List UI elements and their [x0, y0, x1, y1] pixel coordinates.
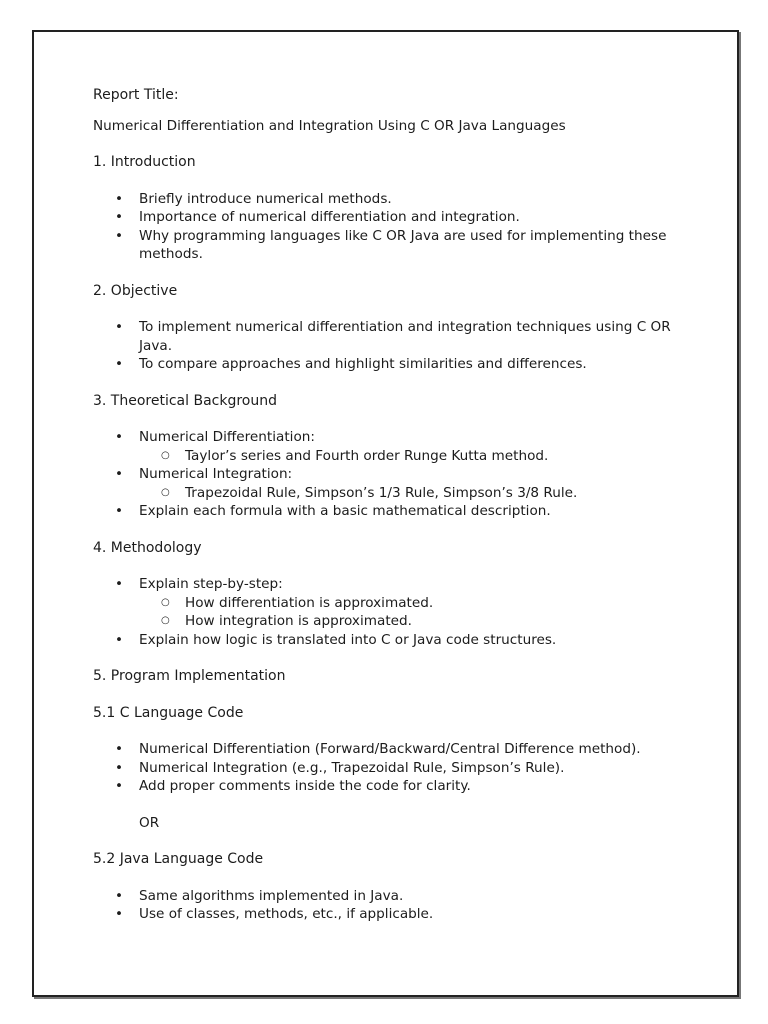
introduction-list	[93, 190, 693, 264]
sub-list	[139, 484, 693, 503]
section-heading-methodology: 4. Methodology	[93, 539, 202, 556]
list-item: • Briefly introduce numerical methods.	[139, 190, 693, 209]
list-item: • Use of classes, methods, etc., if applicable.	[139, 905, 693, 924]
numerical-differentiation-label: Numerical Differentiation:	[139, 429, 315, 445]
list-item	[139, 465, 693, 502]
step-label: Explain step-by-step:	[139, 576, 283, 592]
sub-list-item: ○ How differentiation is approximated.	[185, 594, 693, 613]
c-code-list	[93, 740, 693, 796]
document-body	[93, 86, 693, 924]
list-item: • Numerical Integration (e.g., Trapezoidal Rule, Simpson’s Rule).	[139, 759, 693, 778]
list-item: • Explain how logic is translated into C or Java code structures.	[139, 631, 693, 650]
subsection-heading-java: 5.2 Java Language Code	[93, 851, 264, 867]
section-heading-objective: 2. Objective	[93, 282, 178, 299]
or-text: OR	[139, 814, 160, 831]
section-heading-program: 5. Program Implementation	[93, 668, 286, 684]
list-item: • Numerical Differentiation (Forward/Backward/Central Difference method).	[139, 740, 693, 759]
sub-list-item: ○ Taylor’s series and Fourth order Runge Kutta method.	[185, 447, 693, 466]
list-item: • To compare approaches and highlight similarities and differences.	[139, 355, 693, 374]
theory-list	[93, 428, 693, 521]
list-item: • Same algorithms implemented in Java.	[139, 887, 693, 906]
list-item	[139, 428, 693, 465]
methodology-list	[93, 575, 693, 649]
section-heading-theory: 3. Theoretical Background	[93, 392, 277, 409]
java-code-list	[93, 887, 693, 924]
sub-list-item: ○ How integration is approximated.	[185, 612, 693, 631]
subsection-heading-c: 5.1 C Language Code	[93, 704, 244, 721]
numerical-integration-label: Numerical Integration:	[139, 466, 293, 482]
list-item: • Why programming languages like C OR Java are used for implementing these methods.	[139, 227, 693, 264]
report-title-label: Report Title:	[93, 87, 179, 103]
sub-list	[139, 594, 693, 631]
list-item: • To implement numerical differentiation and integration techniques using C OR Java.	[139, 318, 693, 355]
list-item: • Add proper comments inside the code for clarity.	[139, 777, 693, 796]
list-item	[139, 575, 693, 631]
section-heading-introduction: 1. Introduction	[93, 154, 196, 170]
list-item: • Importance of numerical differentiation and integration.	[139, 208, 693, 227]
sub-list	[139, 447, 693, 466]
sub-list-item: ○ Trapezoidal Rule, Simpson’s 1/3 Rule, Simpson’s 3/8 Rule.	[185, 484, 693, 503]
list-item: • Explain each formula with a basic mathematical description.	[139, 502, 693, 521]
objective-list	[93, 318, 693, 374]
report-title: Numerical Differentiation and Integration Using C OR Java Languages	[93, 117, 566, 134]
